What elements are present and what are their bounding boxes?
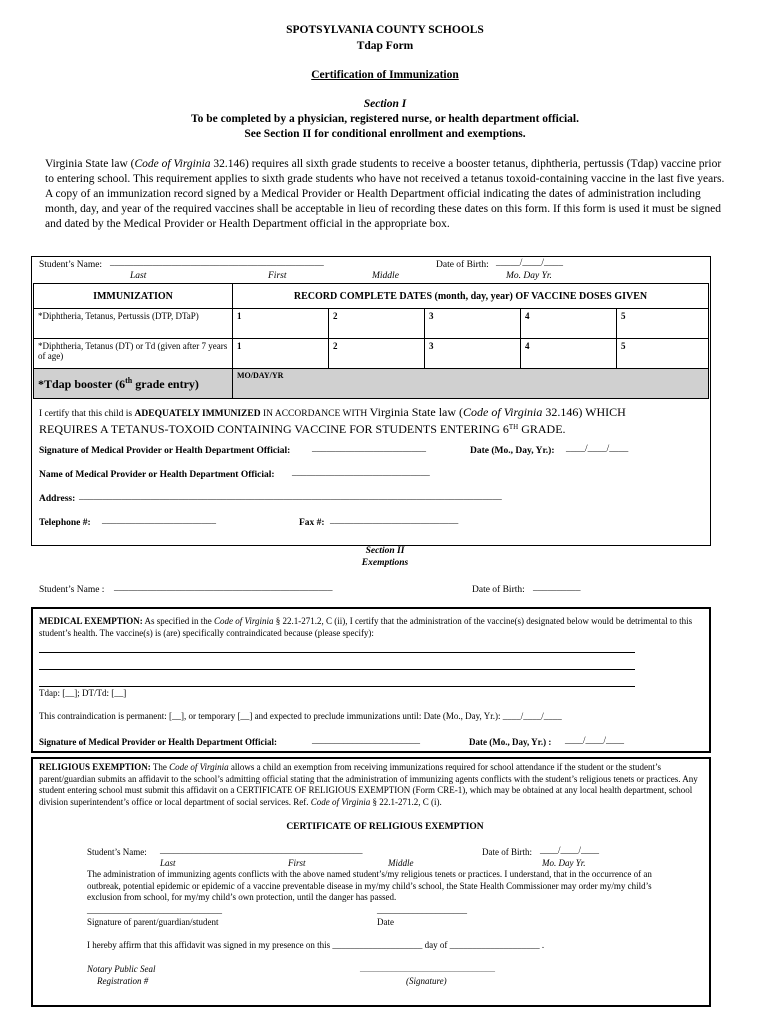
medical-code: Code of Virginia [214,616,274,626]
religious-dob-field[interactable]: ____/____/____ [540,845,600,855]
certify-line2: REQUIRES A TETANUS-TOXOID CONTAINING VACCINE FOR STUDENTS ENTERING 6 [39,422,509,437]
tdap-booster-label [34,369,233,399]
medical-signature-field[interactable]: ________________________ [312,735,420,745]
medical-date-label: Date (Mo., Day, Yr.) : [469,737,552,747]
affidavit-month-field[interactable]: ____________________ [449,940,540,950]
district-title: SPOTSYLVANIA COUNTY SCHOOLS [286,24,484,36]
notary-signature-label: (Signature) [406,976,447,986]
immunization-table [33,283,709,399]
religious-heading: RELIGIOUS EXEMPTION: [39,762,151,772]
religious-pre: The [150,762,170,772]
medical-post: § 22.1-271.2, C (ii), I certify that the administration of the vaccine(s) designated below would be detrimental to this student’s health. The vaccine(s) is (are) specifically contraindicated because (please specify): [39,616,693,638]
official-name-label: Name of Medical Provider or Health Department Official: [39,470,275,480]
tdap-sup: th [125,375,133,385]
mdy-caption: Mo. Day Yr. [506,271,552,281]
signature-label: Signature of Medical Provider or Health Department Official: [39,446,291,456]
reason-line-3[interactable] [39,686,635,687]
religious-student-name-label: Student’s Name: [87,847,147,857]
religious-first-caption: First [288,858,306,868]
address-label: Address: [39,494,76,504]
dose-cell[interactable]: 2 [329,339,425,369]
parent-signature-label: Signature of parent/guardian/student [87,917,219,927]
parent-date-label: Date [377,917,394,927]
religious-mdy-caption: Mo. Day Yr. [542,858,586,868]
official-name-field[interactable]: _____________________________ [292,468,430,478]
certify-bold: ADEQUATELY IMMUNIZED [134,409,261,419]
affidavit-end: . [541,940,545,950]
medical-exemption-text [39,615,704,639]
telephone-label: Telephone #: [39,518,91,528]
immunization-header: IMMUNIZATION [34,284,233,309]
tdap-dt-checkboxes[interactable]: Tdap: [__]; DT/Td: [__] [39,688,127,698]
instruction-line-1: To be completed by a physician, registered nurse, or health department official. [190,113,579,125]
notary-seal-label: Notary Public Seal [87,964,156,974]
certify-grade: GRADE. [518,422,566,437]
certify-code: Code of Virginia [463,405,543,419]
certify-pre: I certify that this child is [39,409,135,419]
religious-student-name-field[interactable]: _____________________________________________ [160,845,363,855]
religious-middle-caption: Middle [388,858,414,868]
medical-signature-label: Signature of Medical Provider or Health Department Official: [39,737,278,747]
s2-student-name-field[interactable]: ______________________________________________ [114,583,333,593]
row-dtap-label: *Diphtheria, Tetanus, Pertussis (DTP, DTaP) [34,309,233,339]
religious-cert-title: CERTIFICATE OF RELIGIOUS EXEMPTION [286,822,484,832]
certify-which: 32.146) WHICH [542,405,626,419]
student-name-field[interactable]: _____________________________________________ [110,258,324,268]
middle-caption: Middle [372,271,399,281]
religious-last-caption: Last [160,858,176,868]
instruction-line-2: See Section II for conditional enrollment and exemptions. [244,128,526,140]
fax-label: Fax #: [299,518,325,528]
tdap-date-cell[interactable]: MO/DAY/YR [233,369,709,399]
tdap-pre: *Tdap booster (6 [38,376,126,391]
dose-cell[interactable]: 5 [617,309,709,339]
intro-post: 32.146) requires all sixth grade students to receive a booster tetanus, diphtheria, pertussis (Tdap) vaccine prior to entering school. This requirement applies to sixth grade students who have not received a tetanus toxoid-containing vaccine in the last five years. A copy of an immunization record signed by a Medical Provider or Health Department official indicating the dates of administration including month, day, and year of the required vaccines shall be acceptable in lieu of recording these dates on this form. If this form is used it must be signed and dated by the Medical Provider or Health Department official in the appropriate box. [45,158,725,230]
telephone-field[interactable]: ________________________ [102,516,216,526]
certify-statement [39,406,704,438]
dob-label: Date of Birth: [436,260,489,270]
religious-mid: allows a child an exemption from receiving immunizations required for school attendance if the student or the student’s parent/guardian submits an affidavit to the school’s admitting official stating that the administration of immunizing agents conflicts with the student’s religious tenets or practices. Any student entering school must submit this affidavit on a CERTIFICATE OF RELIGIOUS EXEMPTION (Form CRE-1), which may be obtained at any local health department, school division superintendent’s office or local department of social services. Ref. [39,762,698,807]
dose-cell[interactable]: 1 [233,339,329,369]
registration-label: Registration # [97,976,149,986]
intro-code: Code of Virginia [134,158,211,170]
parent-date-field[interactable]: ____________________ [377,905,467,915]
row-dt-label: *Diphtheria, Tetanus (DT) or Td (given after 7 years of age) [34,339,233,369]
medical-date-field[interactable]: ____/____/____ [565,735,625,745]
dose-cell[interactable]: 4 [521,309,617,339]
address-field[interactable]: _________________________________________________________________________________________ [79,492,502,502]
religious-affirmation-text: The administration of immunizing agents conflicts with the above named student’s/my religious tenets or practices. I understand, that in the occurrence of an outbreak, potential epidemic or epidemic of a vaccine preventable disease in my/my child’s school, the State Health Commissioner may order my/my child’s exclusion from school, for my/my child’s own protection, until the danger has passed. [87,869,652,902]
intro-pre: Virginia State law ( [45,158,135,170]
notary-signature-field[interactable]: ______________________________ [360,963,495,973]
section-2-label: Section II [365,546,405,556]
affidavit-line [87,940,544,950]
dose-cell[interactable]: 4 [521,339,617,369]
certification-title: Certification of Immunization [311,69,459,81]
affidavit-of: day of [424,940,448,950]
last-caption: Last [130,271,147,281]
section-1-label: Section I [363,98,407,110]
record-header: RECORD COMPLETE DATES (month, day, year) OF VACCINE DOSES GIVEN [233,284,709,309]
date-label: Date (Mo., Day, Yr.): [470,446,555,456]
s2-student-name-label: Student’s Name : [39,585,105,595]
s2-dob-field[interactable]: __________ [533,583,581,593]
dob-field[interactable]: _____/____/____ [496,258,564,268]
parent-signature-field[interactable]: ______________________________ [87,905,222,915]
reason-line-2[interactable] [39,669,635,670]
signature-field[interactable]: ________________________ [312,444,426,454]
dose-cell[interactable]: 2 [329,309,425,339]
religious-end: § 22.1-271.2, C (i). [370,796,442,807]
intro-paragraph [45,157,725,232]
dose-cell[interactable]: 5 [617,339,709,369]
tdap-post: grade entry) [132,376,199,391]
dose-cell[interactable]: 3 [425,309,521,339]
medical-pre: As specified in the [142,616,215,626]
affidavit-day-field[interactable]: ____________________ [332,940,423,950]
affidavit-pre: I hereby affirm that this affidavit was signed in my presence on this [87,940,331,950]
student-name-label: Student’s Name: [39,260,103,270]
religious-code: Code of Virginia [169,762,229,772]
reason-line-1[interactable] [39,652,635,653]
religious-exemption-text [39,762,704,808]
dose-cell[interactable]: 1 [233,309,329,339]
religious-dob-label: Date of Birth: [482,847,532,857]
certify-sup: TH [508,423,519,431]
certify-law: Virginia State law ( [369,405,464,419]
first-caption: First [268,271,287,281]
date-field[interactable]: ____/____/____ [566,444,629,454]
dose-cell[interactable]: 3 [425,339,521,369]
form-name: Tdap Form [356,40,414,52]
religious-code2: Code of Virginia [310,796,371,807]
contraindication-line[interactable]: This contraindication is permanent: [__], or temporary [__] and expected to preclude immunizations until: Date (Mo., Day, Yr.): ____/____/____ [39,711,562,721]
s2-dob-label: Date of Birth: [472,585,525,595]
certify-mid: IN ACCORDANCE WITH [260,409,370,419]
exemptions-label: Exemptions [361,558,409,568]
medical-heading: MEDICAL EXEMPTION: [39,616,143,626]
fax-field[interactable]: ___________________________ [330,516,459,526]
